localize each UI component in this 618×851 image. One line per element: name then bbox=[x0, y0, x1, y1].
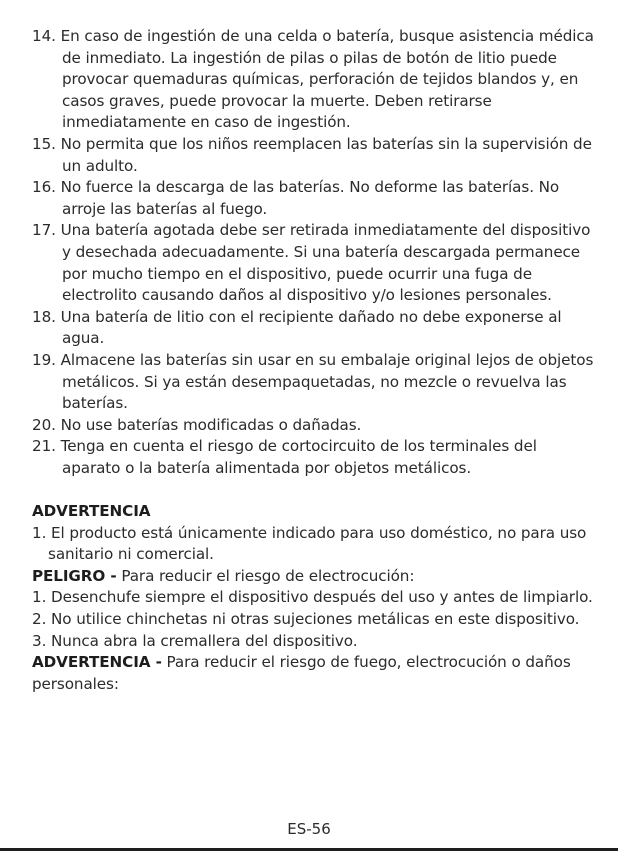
list-item: 14. En caso de ingestión de una celda o batería, busque asistencia médica de inmediato. La ingestión de pilas o pilas de botón de litio puede provocar quemaduras químicas, perforación de tejidos blandos y, en casos graves, puede provocar la muerte. Deben retirarse inmediatamente en caso de ingestión. bbox=[32, 27, 594, 132]
page-number: ES-56 bbox=[287, 820, 331, 838]
danger-list bbox=[32, 587, 594, 652]
list-item: 15. No permita que los niños reemplacen las baterías sin la supervisión de un adulto. bbox=[32, 134, 592, 175]
warning-paragraph: ADVERTENCIA - Para reducir el riesgo de fuego, electrocución o daños personales: bbox=[32, 653, 571, 693]
list-item: 21. Tenga en cuenta el riesgo de cortocircuito de los terminales del aparato o la batería alimentada por objetos metálicos. bbox=[32, 437, 537, 477]
list-item: 18. Una batería de litio con el recipiente dañado no debe exponerse al agua. bbox=[32, 307, 562, 348]
list-item: 1. Desenchufe siempre el dispositivo después del uso y antes de limpiarlo. bbox=[32, 588, 593, 607]
warning-heading: ADVERTENCIA bbox=[32, 502, 151, 521]
battery-safety-list bbox=[32, 26, 594, 479]
list-item: 19. Almacene las baterías sin usar en su embalaje original lejos de objetos metálicos. Si ya están desempaquetadas, no mezcle o revuelva las baterías. bbox=[32, 350, 594, 413]
danger-paragraph: PELIGRO - Para reducir el riesgo de electrocución: bbox=[32, 566, 415, 585]
list-item: 2. No utilice chinchetas ni otras sujeciones metálicas en este dispositivo. bbox=[32, 610, 580, 629]
list-item: 16. No fuerce la descarga de las baterías. No deforme las baterías. No arroje las baterías al fuego. bbox=[32, 178, 560, 218]
list-item: 1. El producto está únicamente indicado para uso doméstico, no para uso sanitario ni comercial. bbox=[32, 523, 587, 564]
section-spacer bbox=[32, 479, 594, 501]
warning-list bbox=[32, 523, 594, 566]
danger-label: PELIGRO - bbox=[32, 566, 117, 585]
page-content bbox=[32, 26, 594, 695]
warning-label: ADVERTENCIA - bbox=[32, 653, 162, 672]
list-item: 20. No use baterías modificadas o dañadas. bbox=[32, 415, 362, 434]
list-item: 17. Una batería agotada debe ser retirada inmediatamente del dispositivo y desechada adecuadamente. Si una batería descargada permanece por mucho tiempo en el dispositivo, puede ocurrir una fuga de electrolito causando daños al dispositivo y/o lesiones personales. bbox=[32, 221, 591, 305]
list-item: 3. Nunca abra la cremallera del dispositivo. bbox=[32, 631, 358, 650]
